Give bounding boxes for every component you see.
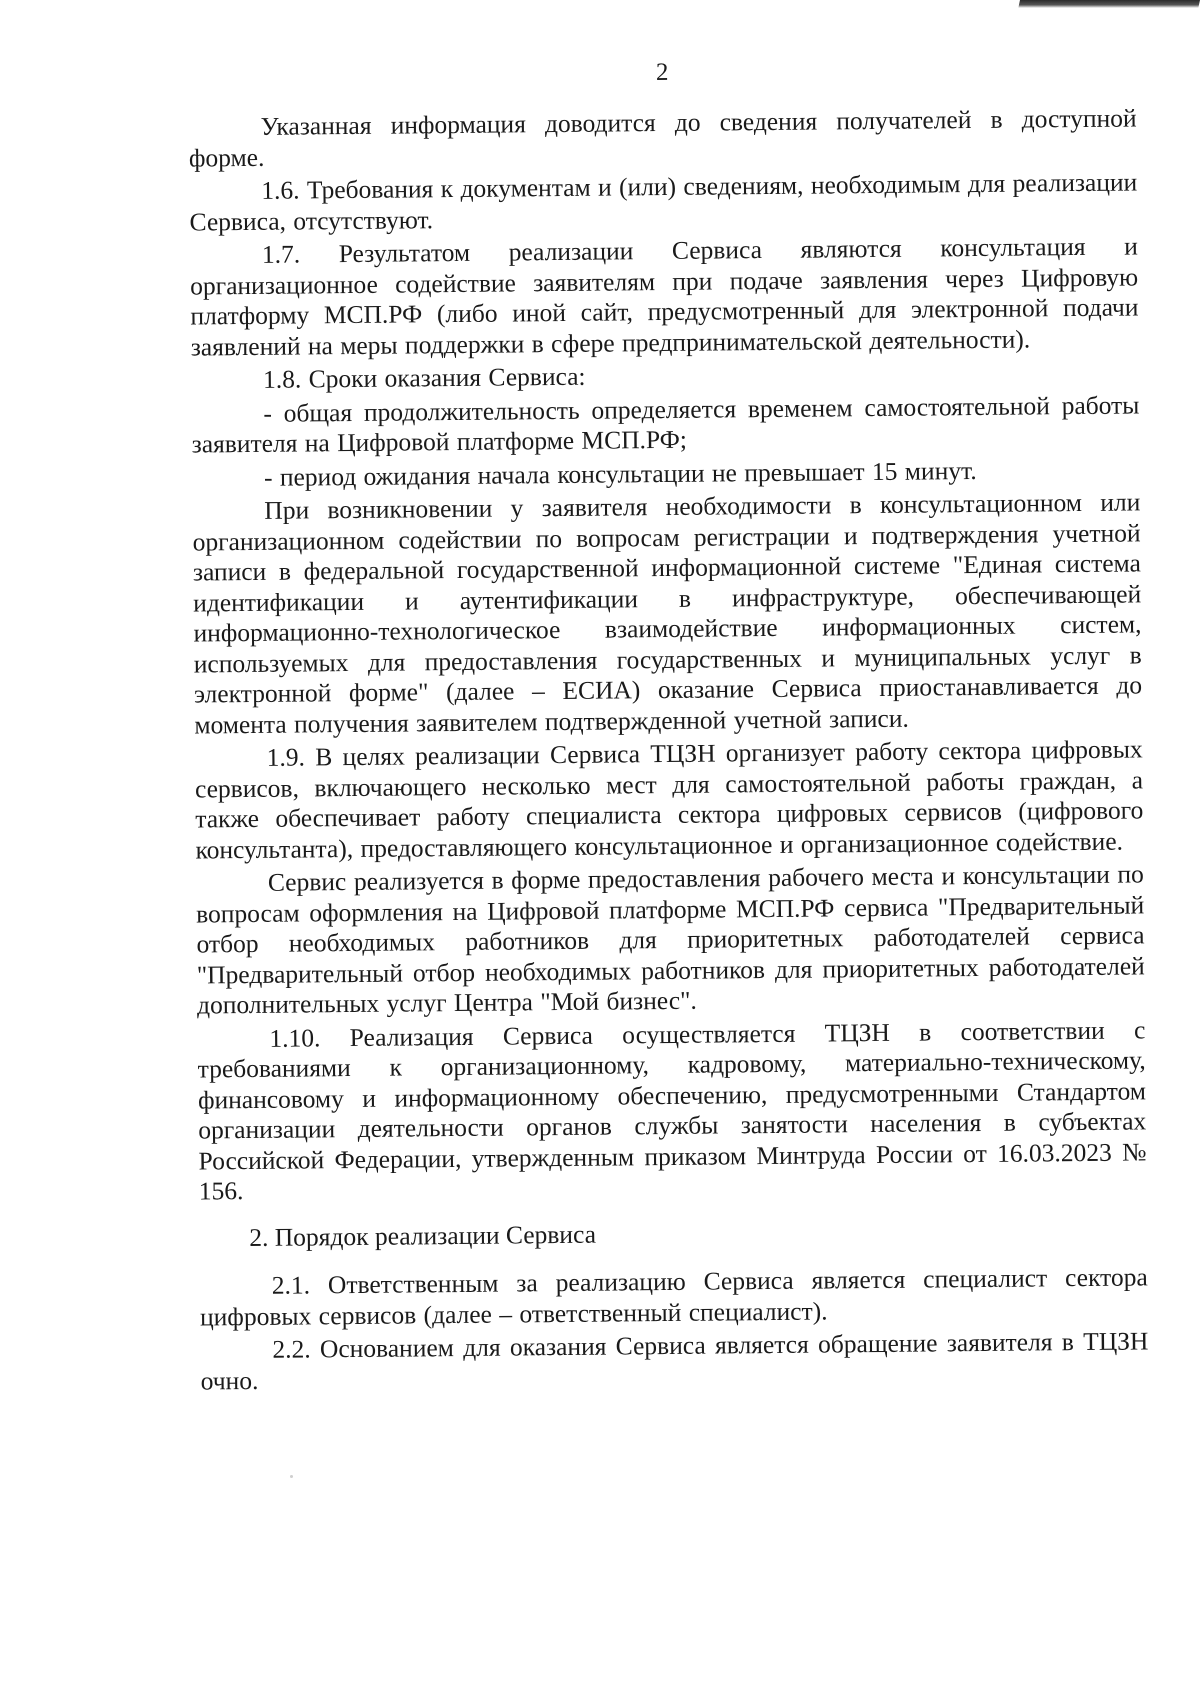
paragraph-1-6-requirements: 1.6. Требования к документам и (или) сведениям, необходимым для реализации Сервиса, отсутствуют. bbox=[189, 167, 1138, 237]
paragraph-1-8-terms: 1.8. Сроки оказания Сервиса: bbox=[262, 361, 586, 394]
paragraph-2-2-basis: 2.2. Основанием для оказания Сервиса является обращение заявителя в ТЦЗН очно. bbox=[200, 1326, 1149, 1395]
scan-speck bbox=[290, 1475, 293, 1478]
paragraph-esia-suspension: При возникновении у заявителя необходимости в консультационном или организационном содействии по вопросам регистрации и подтверждения учетной записи в федеральной государственной информационной системе "Единая система идентификации и аутентификации в инфраструктуре, обеспечивающей информационно-технологическое взаимодействие информационных систем, используемых для предоставления государственных и муниципальных услуг в электронной форме" (далее – ЕСИА) оказание Сервиса приостанавливается до момента получения заявителем подтвержденной учетной записи. bbox=[192, 487, 1143, 740]
scan-edge-shadow bbox=[1018, 0, 1200, 8]
document-page bbox=[188, 53, 1149, 1399]
page-number: 2 bbox=[655, 58, 669, 87]
section-heading: 2. Порядок реализации Сервиса bbox=[249, 1219, 597, 1252]
paragraph-1-7-result: 1.7. Результатом реализации Сервиса являются консультация и организационное содействие заявителям при подаче заявления через Цифровую платформу МСП.РФ (либо иной сайт, предусмотренный для электронной подачи заявлений на меры поддержки в сфере предпринимательской деятельности). bbox=[190, 231, 1139, 362]
paragraph-info-availability: Указанная информация доводится до сведения получателей в доступной форме. bbox=[188, 103, 1137, 173]
list-item-waiting-period: - период ожидания начала консультации не превышает 15 минут. bbox=[263, 455, 977, 492]
paragraph-1-10-implementation: 1.10. Реализация Сервиса осуществляется ТЦЗН в соответствии с требованиями к организационному, кадровому, материально-техническому, финансовому и информационному обеспечению, предусмотренными Стандартом организации деятельности органов службы занятости населения в субъектах Российской Федерации, утвержденным приказом Минтруда России от 16.03.2023 № 156. bbox=[197, 1014, 1147, 1206]
paragraph-service-form: Сервис реализуется в форме предоставления рабочего места и консультации по вопросам оформления на Цифровой платформе МСП.РФ сервиса "Предварительный отбор необходимых работников для приоритетных работодателей сервиса "Предварительный отбор необходимых работников для приоритетных работодателей дополнительных услуг Центра "Мой бизнес". bbox=[196, 859, 1145, 1020]
list-item-total-duration: - общая продолжительность определяется временем самостоятельной работы заявителя на Цифровой платформе МСП.РФ; bbox=[191, 389, 1140, 459]
paragraph-1-9-digital-sector: 1.9. В целях реализации Сервиса ТЦЗН организует работу сектора цифровых сервисов, включающего несколько мест для самостоятельной работы граждан, а также обеспечивает работу специалиста сектора цифровых сервисов (цифрового консультанта), предоставляющего консультационное и организационное содействие. bbox=[194, 734, 1144, 865]
paragraph-2-1-responsible: 2.1. Ответственным за реализацию Сервиса является специалист сектора цифровых сервисов (далее – ответственный специалист). bbox=[199, 1262, 1148, 1331]
